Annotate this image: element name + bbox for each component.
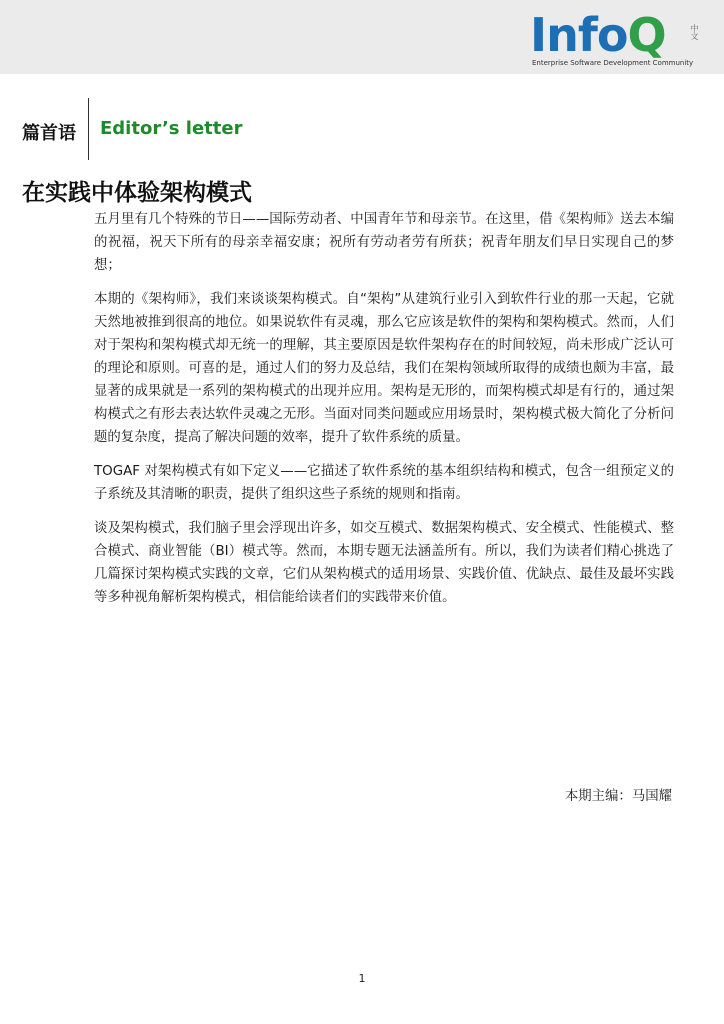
body-paragraph: 谈及架构模式，我们脑子里会浮现出许多，如交互模式、数据架构模式、安全模式、性能模式、整合模式、商业智能（BI）模式等。然而，本期专题无法涵盖所有。所以，我们为读者们精心挑选了几篇探讨架构模式实践的文章，它们从架构模式的适用场景、实践价值、优缺点、最佳及最坏实践等多种视角解析架构模式，相信能给读者们的实践带来价值。 [94, 521, 674, 605]
body-paragraph: 本期的《架构师》，我们来谈谈架构模式。自“架构”从建筑行业引入到软件行业的那一天起，它就天然地被推到很高的地位。如果说软件有灵魂，那么它应该是软件的架构和架构模式。然而，人们对于架构和架构模式却无统一的理解，其主要原因是软件架构存在的时间较短，尚未形成广泛认可的理论和原则。可喜的是，通过人们的努力及总结，我们在架构领域所取得的成绩也颇为丰富，最显著的成果就是一系列的架构模式的出现并应用。架构是无形的，而架构模式却是有行的，通过架构模式之有形去表达软件灵魂之无形。当面对同类问题或应用场景时，架构模式极大简化了分析问题的复杂度，提高了解决问题的效率，提升了软件系统的质量。 [94, 292, 674, 445]
editor-signature: 本期主编：马国耀 [564, 789, 672, 804]
section-label-en: Editor’s letter [100, 118, 243, 139]
section-divider [88, 98, 89, 160]
logo-tagline: Enterprise Software Development Community [532, 59, 694, 67]
article-body [94, 208, 674, 620]
infoq-logo[interactable] [530, 10, 700, 70]
body-paragraph: TOGAF 对架构模式有如下定义——它描述了软件系统的基本组织结构和模式，包含一组预定义的子系统及其清晰的职责，提供了组织这些子系统的规则和指南。 [94, 464, 674, 502]
logo-word-q: Q [627, 8, 666, 62]
body-paragraph: 五月里有几个特殊的节日——国际劳动者、中国青年节和母亲节。在这里，借《架构师》送去本编的祝福，祝天下所有的母亲幸福安康；祝所有劳动者劳有所获；祝青年朋友们早日实现自己的梦想； [94, 212, 674, 273]
page-number: 1 [358, 972, 366, 985]
article-title: 在实践中体验架构模式 [22, 180, 252, 206]
section-label-cn: 篇首语 [22, 123, 76, 144]
logo-word-info: Info [530, 8, 628, 62]
logo-chinese-mark: 中文 [690, 24, 699, 40]
header-band [0, 0, 724, 74]
logo-wordmark [530, 10, 666, 60]
